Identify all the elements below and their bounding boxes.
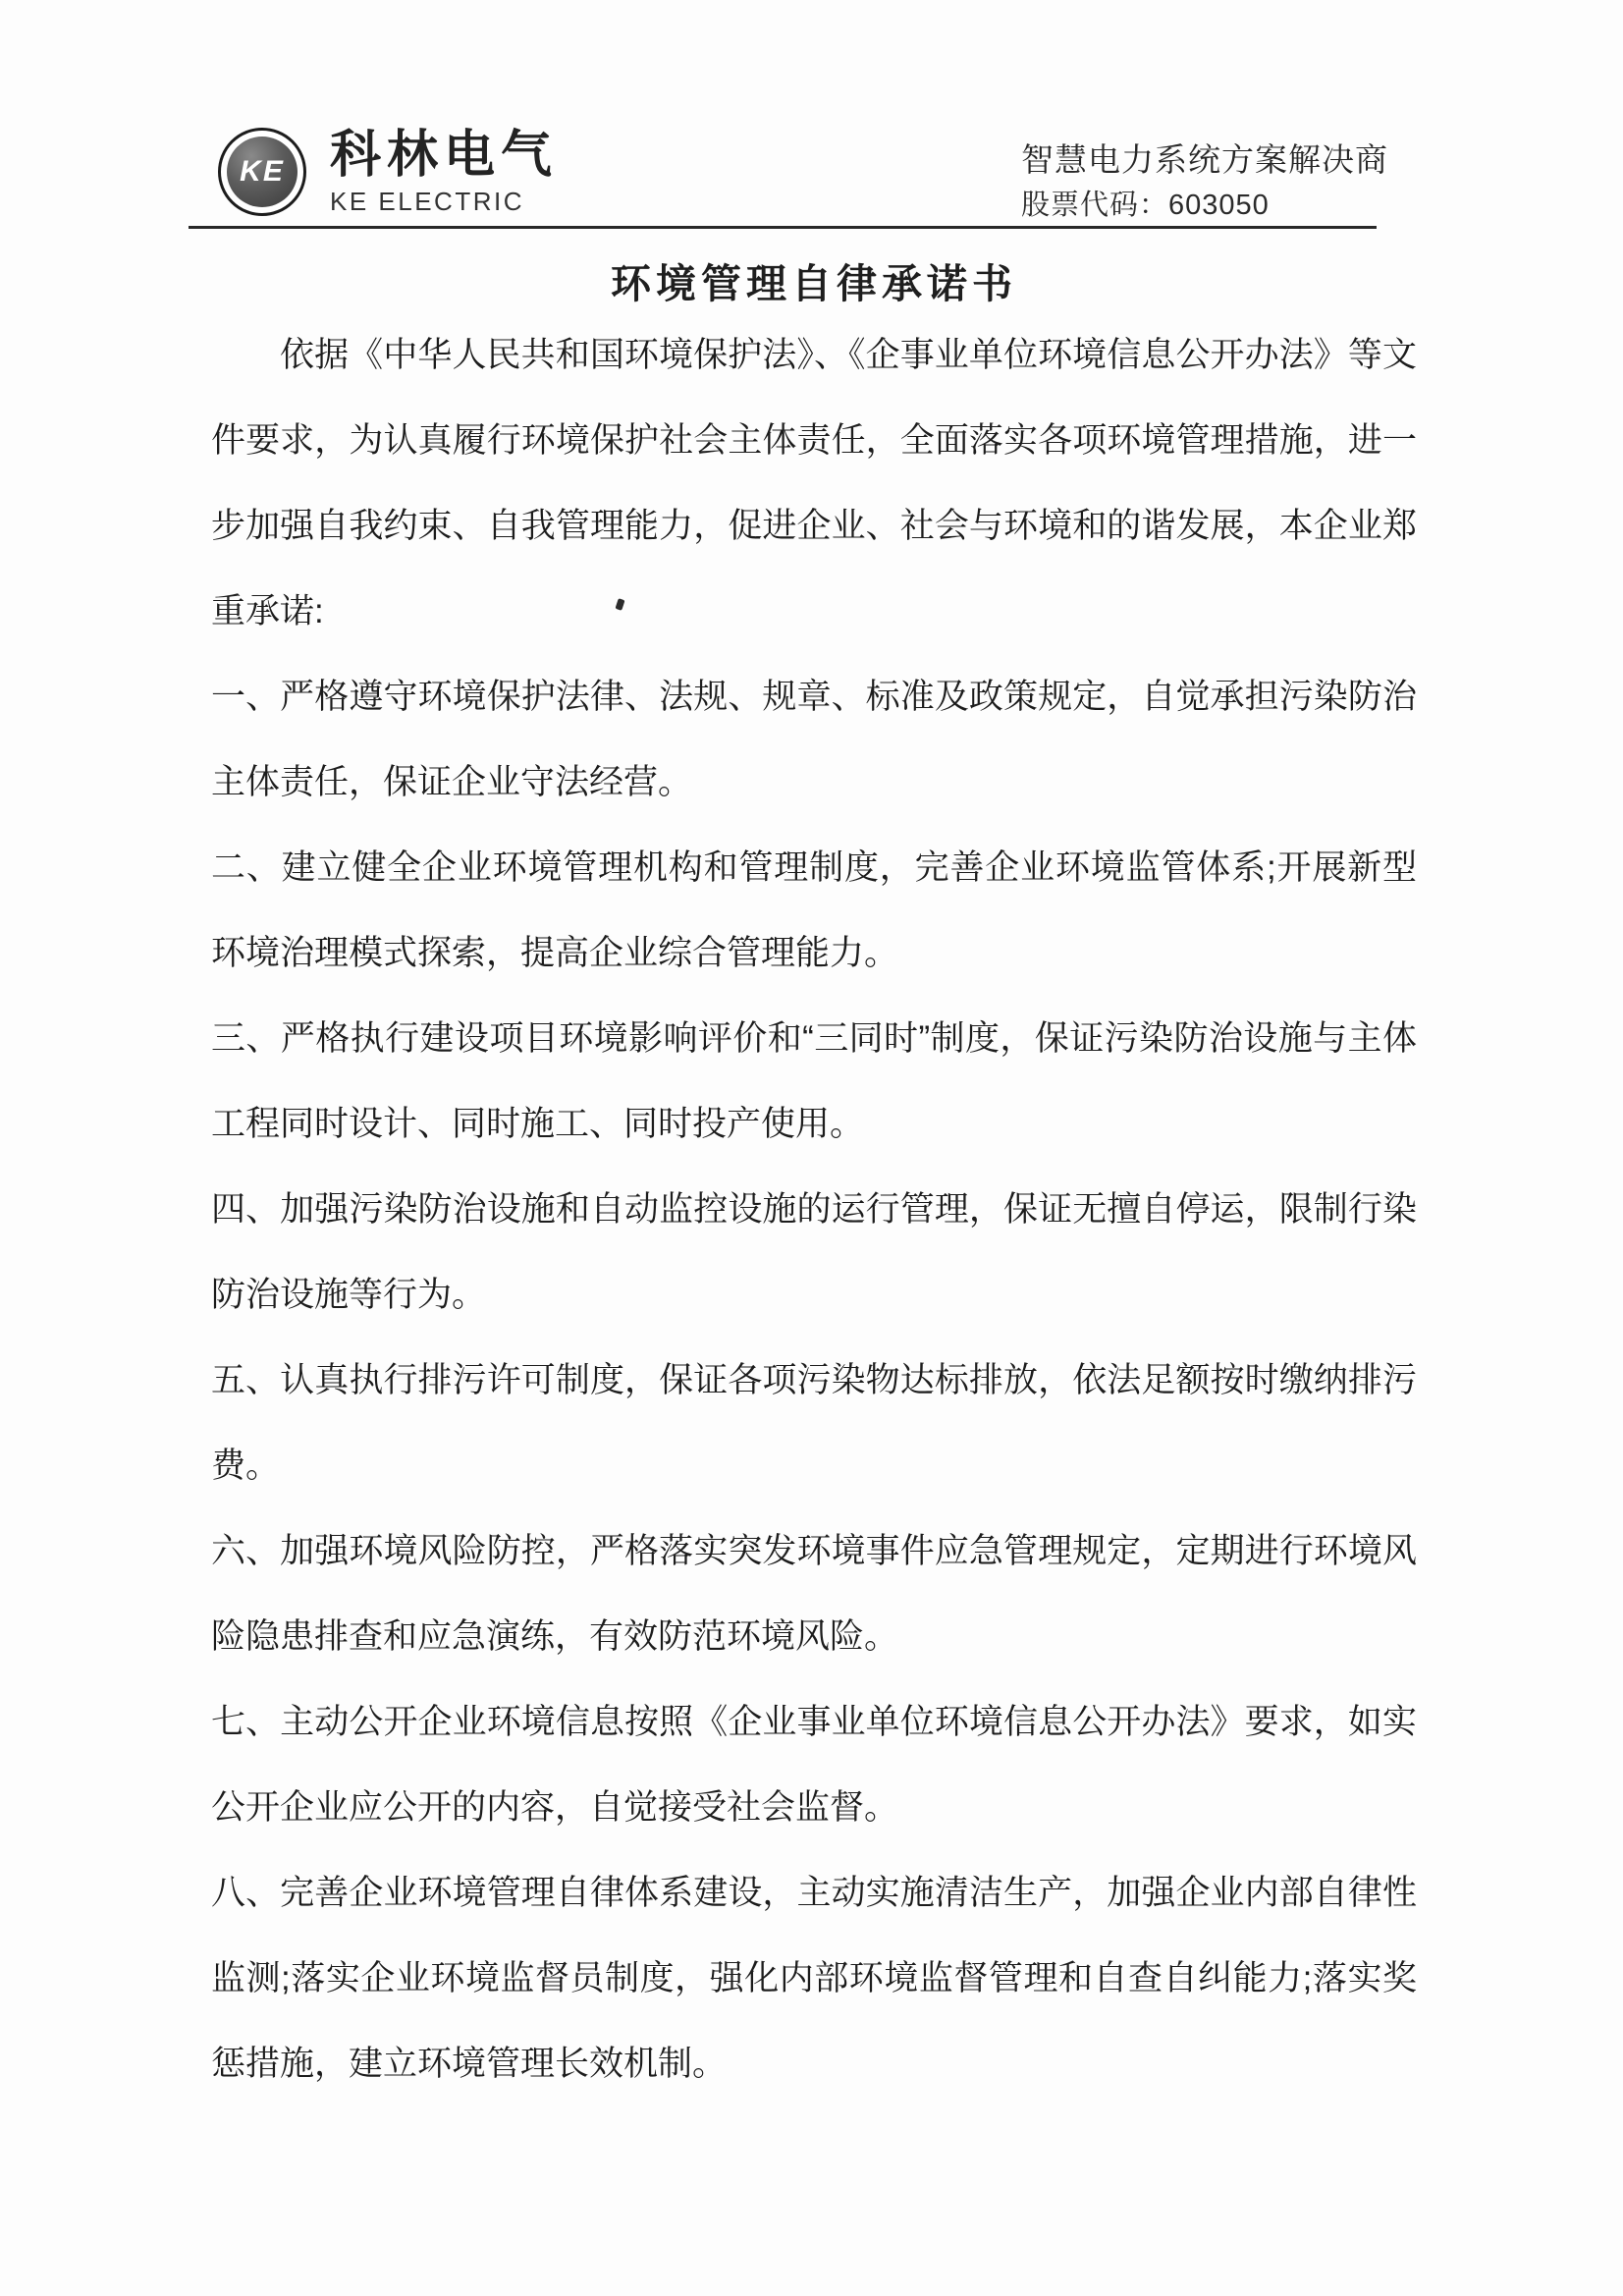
ke-logo-icon xyxy=(218,128,306,216)
commitment-item-3: 三、严格执行建设项目环境影响评价和“三同时”制度，保证污染防治设施与主体工程同时设计、同时施工、同时投产使用。 xyxy=(211,1019,1417,1143)
commitment-item-6: 六、加强环境风险防控，严格落实突发环境事件应急管理规定，定期进行环境风险隐患排查和应急演练，有效防范环境风险。 xyxy=(211,1532,1417,1656)
commitment-item-2: 二、建立健全企业环境管理机构和管理制度，完善企业环境监管体系;开展新型环境治理模式探索，提高企业综合管理能力。 xyxy=(211,848,1417,972)
commitment-item-4: 四、加强污染防治设施和自动监控设施的运行管理，保证无擅自停运，限制行染防治设施等行为。 xyxy=(211,1190,1417,1314)
document-title: 环境管理自律承诺书 xyxy=(611,261,1017,306)
header-right-block xyxy=(1021,143,1388,220)
document-body xyxy=(211,312,1417,2106)
company-name-en: KE ELECTRIC xyxy=(330,187,524,216)
company-logo-block xyxy=(218,128,558,217)
intro-paragraph: 依据《中华人民共和国环境保护法》、《企事业单位环境信息公开办法》等文件要求，为认真履行环境保护社会主体责任，全面落实各项环境管理措施，进一步加强自我约束、自我管理能力，促进企业、社会与环境和的谐发展，本企业郑重承诺: xyxy=(211,336,1417,630)
stock-code: 股票代码：603050 xyxy=(1021,190,1270,221)
ke-logo-monogram: KE xyxy=(227,137,298,207)
commitment-item-5: 五、认真执行排污许可制度，保证各项污染物达标排放，依法足额按时缴纳排污费。 xyxy=(211,1361,1417,1485)
company-name-cn: 科林电气 xyxy=(330,127,559,184)
company-name-block xyxy=(330,128,558,217)
header-divider xyxy=(189,226,1377,229)
commitment-item-8: 八、完善企业环境管理自律体系建设，主动实施清洁生产，加强企业内部自律性监测;落实企业环境监督员制度，强化内部环境监督管理和自查自纠能力;落实奖惩措施，建立环境管理长效机制。 xyxy=(211,1874,1417,2083)
company-tagline: 智慧电力系统方案解决商 xyxy=(1021,141,1388,178)
commitment-item-1: 一、严格遵守环境保护法律、法规、规章、标准及政策规定，自觉承担污染防治主体责任，保证企业守法经营。 xyxy=(211,678,1417,801)
commitment-item-7: 七、主动公开企业环境信息按照《企业事业单位环境信息公开办法》要求，如实公开企业应公开的内容，自觉接受社会监督。 xyxy=(211,1703,1417,1827)
